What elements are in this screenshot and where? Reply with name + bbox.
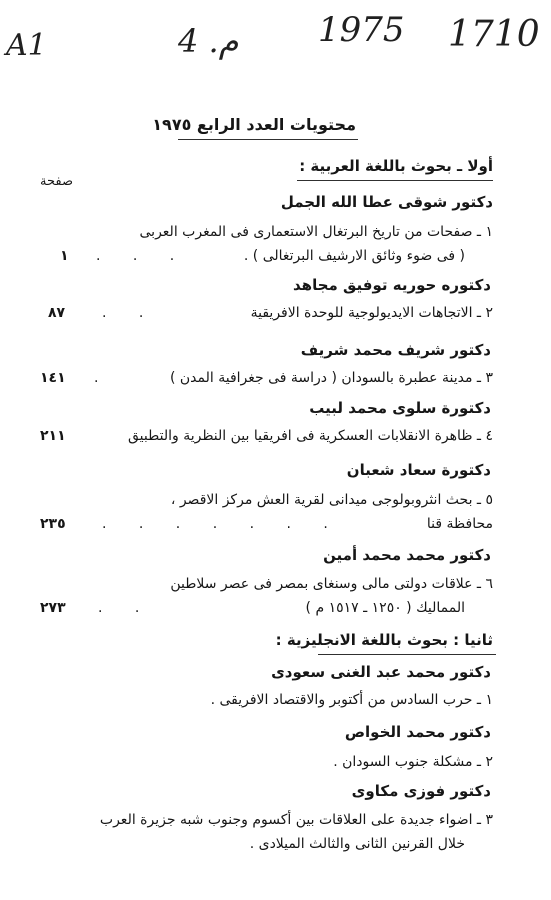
section-arabic-underline [297, 180, 493, 181]
entry-3-line-1: ٣ ـ مدينة عطبرة بالسودان ( دراسة فى جغرافية المدن ) [169, 370, 493, 386]
entry-7-line-1: ١ ـ حرب السادس من أكتوبر والاقتصاد الافريقى . [210, 692, 493, 708]
entry-2-line-1: ٢ ـ الاتجاهات الايديولوجية للوحدة الافريقية [250, 305, 493, 321]
entry-5-line-2: محافظة قنا [426, 516, 493, 532]
author-3: دكتور شريف محمد شريف [300, 341, 491, 359]
author-1: دكتور شوقى عطا الله الجمل [280, 193, 493, 211]
author-8: دكتور محمد الخواص [344, 723, 491, 741]
entry-9-line-2: خلال القرنين الثانى والثالث الميلادى . [249, 836, 465, 852]
handwritten-number: 1710 [448, 14, 540, 55]
entry-4-line-1: ٤ ـ ظاهرة الانقلابات العسكرية فى افريقيا بين النظرية والتطبيق [128, 428, 493, 444]
section-english-heading: ثانيا : بحوث باللغة الانجليزية : [275, 631, 493, 649]
section-english-underline [318, 654, 496, 655]
title-underline [178, 139, 358, 140]
author-4: دكتورة سلوى محمد لبيب [309, 399, 491, 417]
handwritten-year: 1975 [318, 10, 405, 50]
entry-2-page: ٨٧ [48, 305, 66, 321]
entry-4-page: ٢١١ [40, 428, 66, 444]
section-arabic-heading: أولا ـ بحوث باللغة العربية : [299, 157, 493, 175]
entry-6-page: ٢٧٣ [40, 600, 66, 616]
author-7: دكتور محمد عبد الغنى سعودى [271, 663, 491, 681]
entry-5-line-1: ٥ ـ بحث انثروبولوجى ميدانى لقرية العش مركز الاقصر ، [170, 492, 493, 508]
entry-3-page: ١٤١ [40, 370, 66, 386]
entry-6-line-2: المماليك ( ١٢٥٠ ـ ١٥١٧ م ) [305, 600, 465, 616]
handwritten-code: A1 [6, 28, 47, 63]
author-5: دكتورة سعاد شعبان [346, 461, 491, 479]
author-2: دكتوره حوريه توفيق مجاهد [293, 276, 491, 294]
dot-leader: . . [102, 305, 158, 321]
handwritten-issue: 4 .م [178, 22, 239, 60]
dot-leader: . . . [96, 248, 189, 264]
entry-1-page: ١ [60, 248, 69, 264]
page-title: محتويات العدد الرابع ١٩٧٥ [152, 115, 356, 134]
author-9: دكتور فوزى مكاوى [351, 782, 491, 800]
entry-1-line-1: ١ ـ صفحات من تاريخ البرتغال الاستعمارى فى المغرب العربى [139, 224, 493, 240]
page-column-label: صفحة [40, 174, 73, 189]
dot-leader: . . . . . . . [102, 516, 342, 532]
entry-6-line-1: ٦ ـ علاقات دولتى مالى وسنغاى بمصر فى عصر سلاطين [170, 576, 493, 592]
entry-1-line-2: ( فى ضوء وثائق الارشيف البرتغالى ) . [243, 248, 465, 264]
author-6: دكتور محمد محمد أمين [323, 546, 491, 564]
dot-leader: . [94, 370, 113, 386]
entry-9-line-1: ٣ ـ اضواء جديدة على العلاقات بين أكسوم وجنوب شبه جزيرة العرب [99, 812, 493, 828]
dot-leader: . . [98, 600, 154, 616]
entry-8-line-1: ٢ ـ مشكلة جنوب السودان . [333, 754, 493, 770]
entry-5-page: ٢٣٥ [40, 516, 66, 532]
